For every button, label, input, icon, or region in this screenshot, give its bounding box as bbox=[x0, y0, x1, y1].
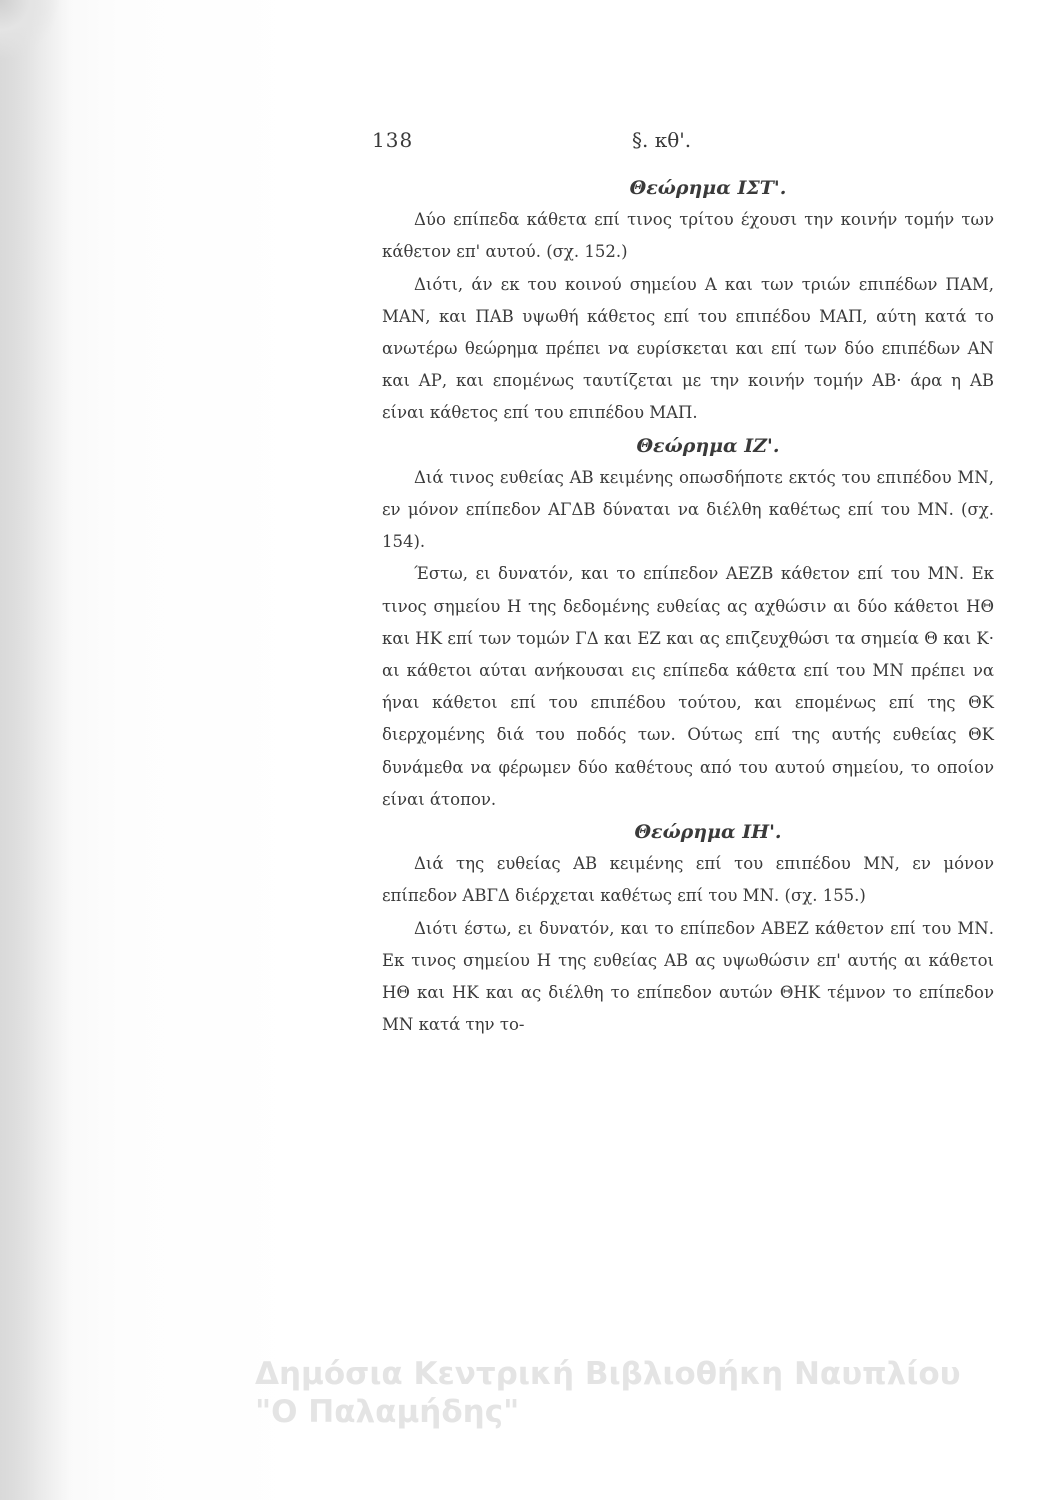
page-number: 138 bbox=[372, 128, 414, 152]
section-heading: §. κθ'. bbox=[632, 128, 692, 152]
paragraph: Διότι έστω, ει δυνατόν, και το επίπεδον ΑΒΕΖ κάθετον επί του ΜΝ. Εκ τινος σημείου Η της ευθείας ΑΒ ας υψωθώσιν επ' αυτής αι κάθετοι ΗΘ και ΗΚ και ας διέλθη το επίπεδον αυτών ΘΗΚ τέμνον το επίπεδον ΜΝ κατά την το- bbox=[382, 918, 994, 1035]
paragraph: Έστω, ει δυνατόν, και το επίπεδον ΑΕΖΒ κάθετον επί του ΜΝ. Εκ τινος σημείου Η της δεδομένης ευθείας ας αχθώσιν αι δύο κάθετοι ΗΘ και ΗΚ επί των τομών ΓΔ και ΕΖ και ας επιζευχθώσι τα σημεία Θ και Κ· αι κάθετοι αύται ανήκουσαι εις επίπεδα κάθετα επί του ΜΝ πρέπει να ήναι κάθετοι επί του επιπέδου τούτου, και επομένως επί της ΘΚ διερχομένης διά του ποδός των. Ούτως επί της αυτής ευθείας ΘΚ δυνάμεθα να φέρωμεν δύο καθέτους από του αυτού σημείου, το οποίον είναι άτοπον. bbox=[382, 564, 994, 809]
watermark-line: "Ο Παλαμήδης" bbox=[255, 1394, 520, 1430]
page-fold-shadow bbox=[0, 0, 70, 1500]
paragraph: Διά της ευθείας ΑΒ κειμένης επί του επιπέδου ΜΝ, εν μόνον επίπεδον ΑΒΓΔ διέρχεται καθέτως επί του ΜΝ. (σχ. 155.) bbox=[382, 854, 994, 906]
theorem-title: Θεώρημα ΙΖ'. bbox=[636, 434, 780, 457]
library-watermark bbox=[255, 1355, 1035, 1431]
paragraph: Διότι, άν εκ του κοινού σημείου Α και των τριών επιπέδων ΠΑΜ, ΜΑΝ, και ΠΑΒ υψωθή κάθετος επί του επιπέδου ΜΑΠ, αύτη κατά το ανωτέρω θεώρημα πρέπει να ευρίσκεται και επί των δύο επιπέδων ΑΝ και ΑΡ, και επομένως ταυτίζεται με την κοινήν τομήν ΑΒ· άρα η ΑΒ είναι κάθετος επί του επιπέδου ΜΑΠ. bbox=[382, 274, 994, 423]
page-header bbox=[372, 128, 992, 162]
theorem-title: Θεώρημα ΙΗ'. bbox=[634, 821, 782, 844]
watermark-line: Δημόσια Κεντρική Βιβλιοθήκη Ναυπλίου bbox=[255, 1356, 961, 1392]
page-corner-stain bbox=[0, 0, 60, 60]
page-body bbox=[382, 172, 994, 1041]
paragraph: Διά τινος ευθείας ΑΒ κειμένης οπωσδήποτε εκτός του επιπέδου ΜΝ, εν μόνον επίπεδον ΑΓΔΒ δύναται να διέλθη καθέτως επί του ΜΝ. (σχ. 154). bbox=[382, 467, 994, 552]
paragraph: Δύο επίπεδα κάθετα επί τινος τρίτου έχουσι την κοινήν τομήν των κάθετον επ' αυτού. (σχ. 152.) bbox=[382, 210, 994, 262]
theorem-title: Θεώρημα ΙΣΤ'. bbox=[629, 177, 787, 199]
